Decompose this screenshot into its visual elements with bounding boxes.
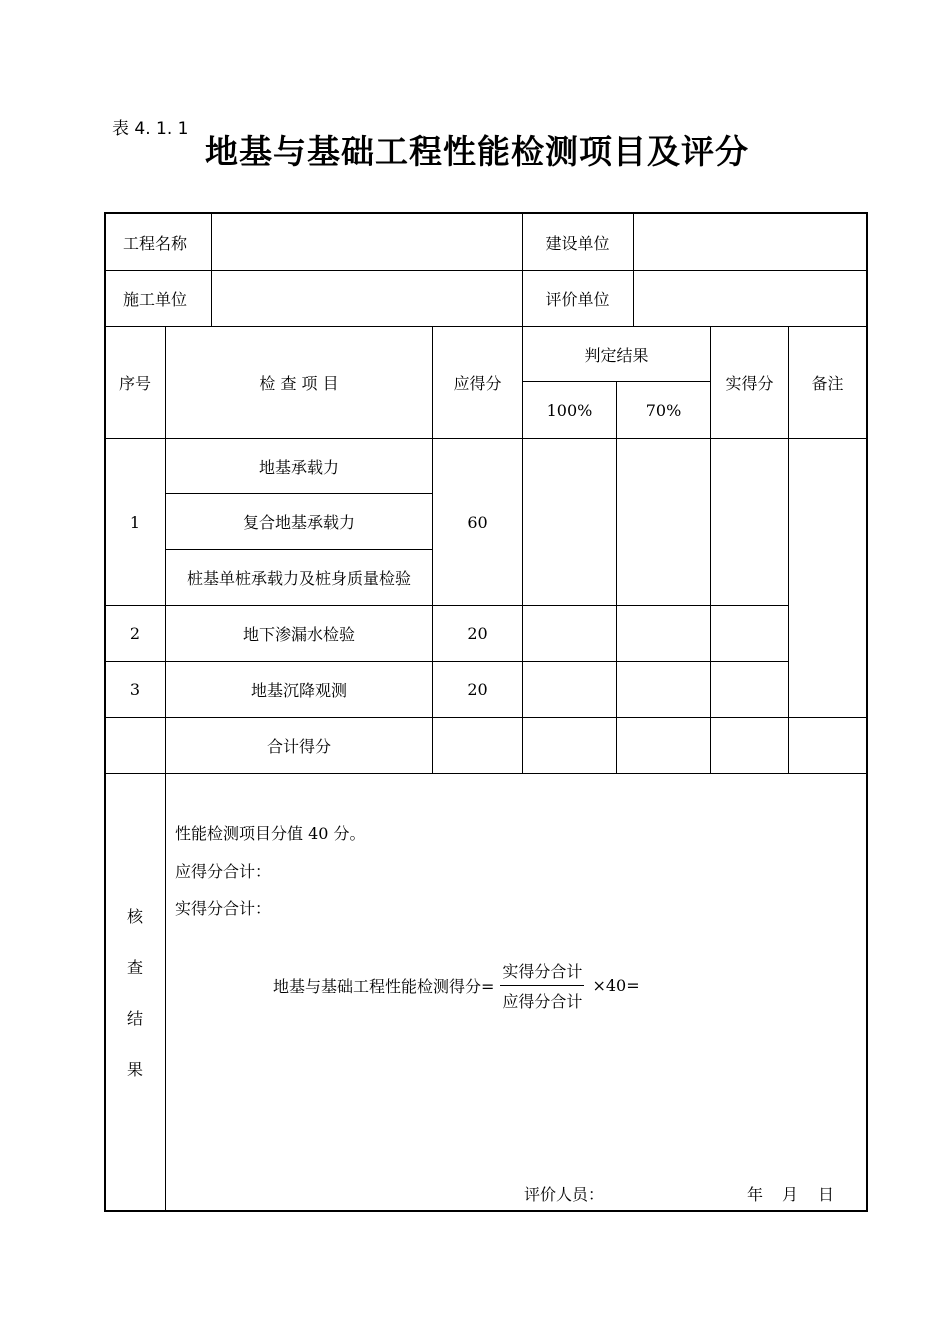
- builder-label: 建设单位: [545, 233, 610, 253]
- due-score: 20: [467, 680, 488, 699]
- row-seq: 3: [129, 680, 141, 699]
- formula-denominator: 应得分合计: [502, 991, 583, 1011]
- row-seq: 1: [129, 512, 141, 532]
- header-70-percent: 70%: [645, 400, 682, 420]
- date-month: 月: [782, 1185, 799, 1204]
- check-item: 地下渗漏水检验: [242, 625, 355, 644]
- formula-rhs: ×40=: [592, 975, 640, 995]
- evaluator-unit-label: 评价单位: [545, 290, 610, 309]
- formula-fraction: [500, 959, 584, 1012]
- due-score: 20: [467, 624, 488, 643]
- header-seq: 序号: [118, 374, 151, 393]
- row-seq: 2: [129, 624, 141, 643]
- check-result-char: 结: [126, 1009, 143, 1028]
- check-item: 地基承载力: [258, 457, 339, 477]
- total-score-label: 合计得分: [266, 737, 331, 756]
- row-line: [104, 773, 868, 774]
- score-note: 性能检测项目分值 40 分。: [175, 824, 366, 843]
- header-remark: 备注: [811, 374, 844, 393]
- check-item: 复合地基承载力: [242, 513, 355, 532]
- col-line: [616, 381, 617, 773]
- date-year: 年: [747, 1185, 764, 1204]
- header-item: 检 查 项 目: [259, 374, 339, 393]
- evaluator-label: 评价人员：: [524, 1185, 605, 1204]
- check-result-char: 查: [126, 958, 143, 977]
- header-due-score: 应得分: [453, 374, 502, 393]
- contractor-field[interactable]: [212, 271, 522, 326]
- builder-field[interactable]: [634, 214, 866, 270]
- contractor-label: 施工单位: [123, 290, 188, 309]
- due-score: 60: [467, 512, 488, 532]
- check-result-char: 核: [126, 907, 143, 926]
- formula-lhs: 地基与基础工程性能检测得分=: [273, 976, 495, 996]
- check-result-char: 果: [126, 1060, 143, 1079]
- project-name-label: 工程名称: [123, 233, 188, 253]
- project-name-field[interactable]: [212, 214, 522, 270]
- evaluator-unit-field[interactable]: [634, 271, 866, 326]
- due-total-label: 应得分合计：: [175, 862, 272, 881]
- page-title: 地基与基础工程性能检测项目及评分: [205, 132, 749, 171]
- date-day: 日: [818, 1185, 835, 1204]
- header-100-percent: 100%: [546, 400, 593, 420]
- table-number: 表 4. 1. 1: [112, 119, 189, 139]
- check-result-label: [105, 774, 165, 1210]
- header-actual-score: 实得分: [725, 374, 774, 393]
- header-judgement: 判定结果: [584, 345, 649, 365]
- score-formula: [273, 960, 640, 1010]
- check-item: 地基沉降观测: [250, 681, 347, 700]
- check-item: 桩基单桩承载力及桩身质量检验: [186, 569, 411, 588]
- formula-numerator: 实得分合计: [500, 959, 584, 986]
- actual-total-label: 实得分合计：: [175, 899, 272, 918]
